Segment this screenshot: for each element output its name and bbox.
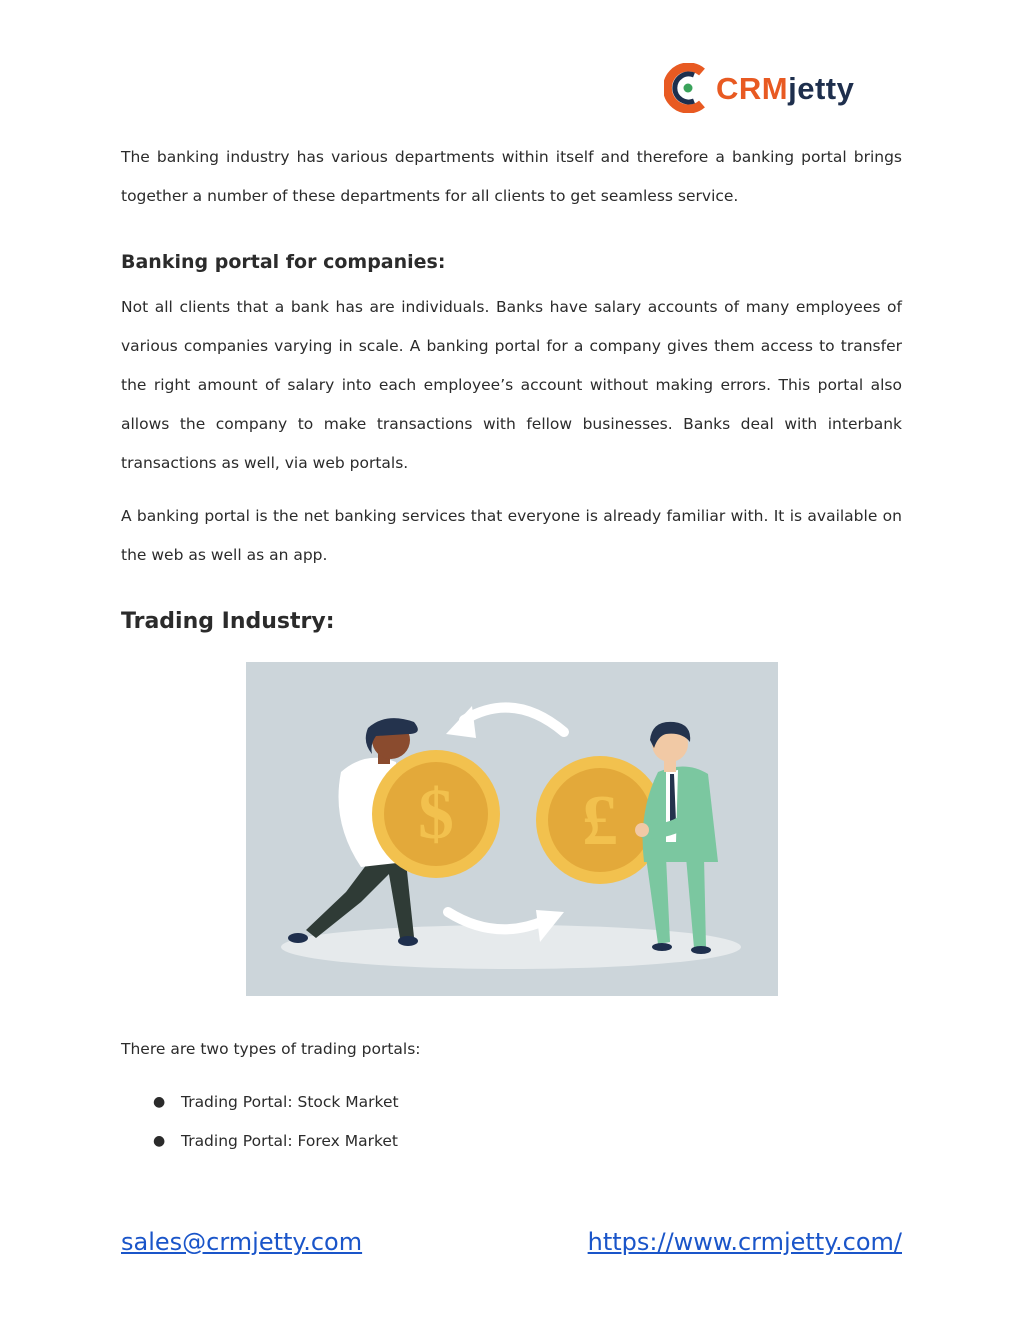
list-item-label: Trading Portal: Forex Market bbox=[181, 1132, 398, 1150]
net-banking-paragraph: A banking portal is the net banking services that everyone is already familiar with. It is available on the web as well as an app. bbox=[121, 507, 902, 564]
bullet-icon: ● bbox=[153, 1133, 166, 1149]
heading-banking-companies: Banking portal for companies: bbox=[121, 251, 446, 273]
heading-trading-industry: Trading Industry: bbox=[121, 609, 335, 634]
pound-symbol: £ bbox=[582, 780, 618, 860]
logo-crm-text: CRM bbox=[716, 70, 789, 106]
list-item bbox=[121, 1122, 399, 1161]
list-item-label: Trading Portal: Stock Market bbox=[181, 1093, 399, 1111]
trading-portals-list bbox=[121, 1083, 399, 1161]
dollar-coin-icon bbox=[372, 750, 500, 878]
person-right bbox=[635, 722, 718, 954]
bullet-icon: ● bbox=[153, 1094, 166, 1110]
companies-paragraph: Not all clients that a bank has are individuals. Banks have salary accounts of many employees of various companies varying in scale. A banking portal for a company gives them access to transfer the right amount of salary into each employee’s account without making errors. This portal also allows the company to make transactions with fellow businesses. Banks deal with interbank transactions as well, via web portals. bbox=[121, 298, 902, 472]
logo-jetty-text: jetty bbox=[788, 70, 855, 106]
logo-wordmark bbox=[716, 70, 855, 106]
list-item bbox=[121, 1083, 399, 1122]
email-link[interactable]: sales@crmjetty.com bbox=[121, 1228, 363, 1256]
exchange-arrow-top-icon bbox=[446, 706, 564, 738]
website-link[interactable]: https://www.crmjetty.com/ bbox=[587, 1228, 902, 1256]
logo-mark-icon bbox=[664, 63, 708, 113]
trading-types-paragraph: There are two types of trading portals: bbox=[121, 1040, 421, 1058]
dollar-symbol: $ bbox=[418, 774, 454, 854]
crmjetty-logo bbox=[664, 58, 878, 118]
intro-paragraph: The banking industry has various departments within itself and therefore a banking portal brings together a number of these departments for all clients to get seamless service. bbox=[121, 148, 902, 205]
currency-exchange-illustration bbox=[246, 662, 778, 996]
